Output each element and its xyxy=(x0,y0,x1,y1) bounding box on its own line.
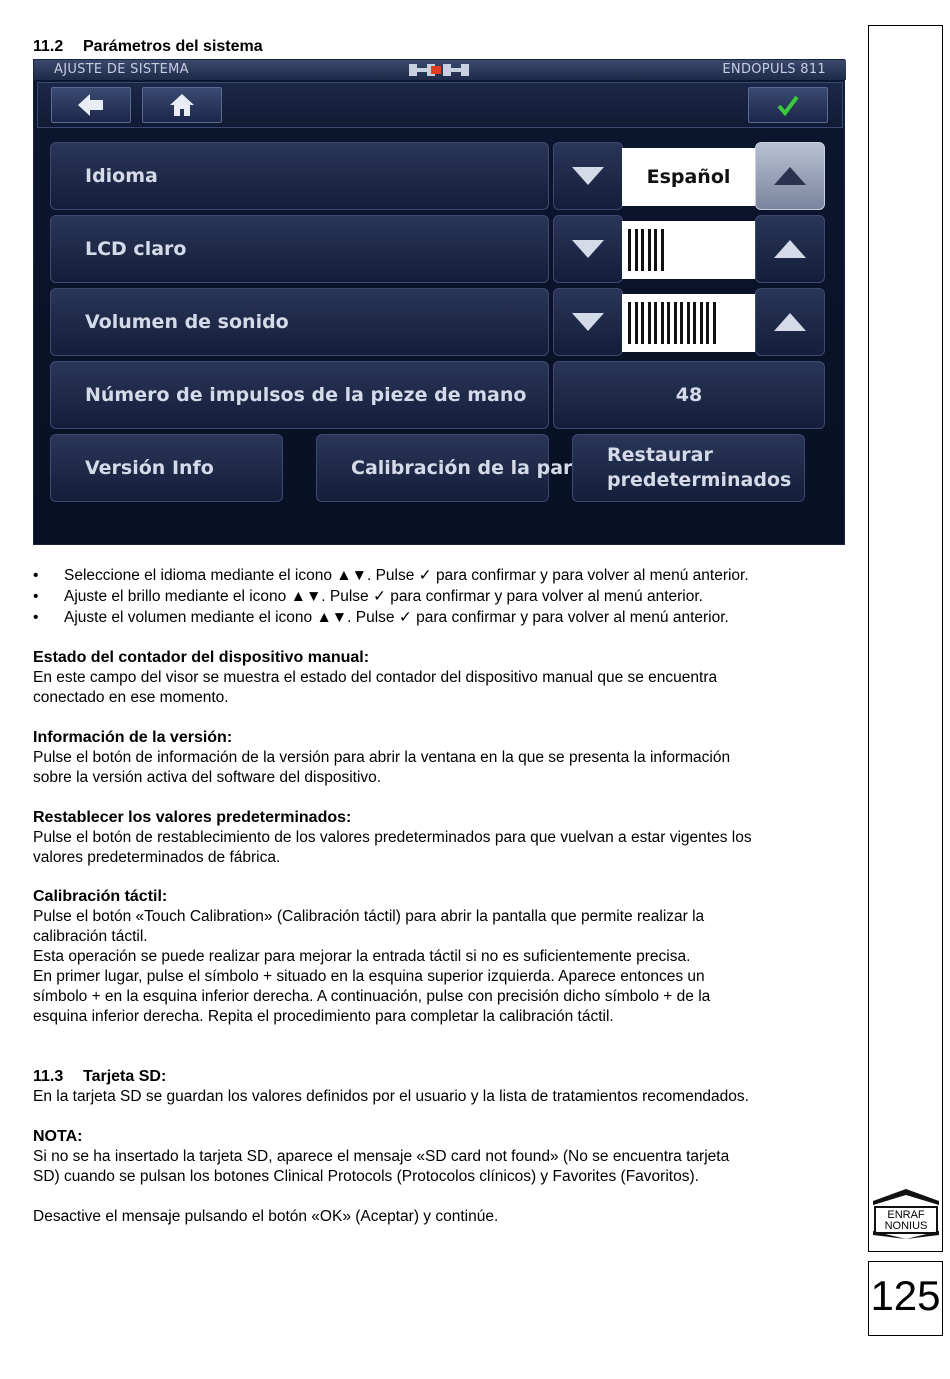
arrow-down-icon xyxy=(572,240,604,258)
level-bar-segment xyxy=(674,302,677,344)
volume-up-button[interactable] xyxy=(755,288,825,356)
level-bar-segment xyxy=(687,302,690,344)
level-bar-segment xyxy=(635,229,638,271)
confirm-button[interactable] xyxy=(748,87,828,123)
back-button[interactable] xyxy=(51,87,131,123)
arrow-down-icon xyxy=(572,313,604,331)
checkmark-icon xyxy=(776,94,800,116)
device-model: ENDOPULS 811 xyxy=(722,62,826,77)
enraf-nonius-logo xyxy=(871,1187,941,1239)
bullet-list xyxy=(33,565,853,628)
level-bar-segment xyxy=(680,302,683,344)
section-heading-11-2: 11.2 Parámetros del sistema xyxy=(33,38,263,55)
level-bar-segment xyxy=(661,229,664,271)
pulse-count-label: Número de impulsos de la pieze de mano xyxy=(50,361,549,429)
level-bar-segment xyxy=(654,229,657,271)
section-heading-11-3: 11.3 Tarjeta SD: xyxy=(33,1068,167,1085)
sd-card-section: 11.3 Tarjeta SD: En la tarjeta SD se guardan los valores definidos por el usuario y la lista de tratamientos recomendados. xyxy=(33,1067,848,1107)
language-up-button[interactable] xyxy=(755,142,825,210)
brightness-level-bar xyxy=(622,221,755,279)
level-bar-segment xyxy=(667,302,670,344)
screen-toolbar xyxy=(37,82,843,128)
level-bar-segment xyxy=(641,229,644,271)
home-icon xyxy=(170,94,194,116)
brightness-up-button[interactable] xyxy=(755,215,825,283)
level-bar-segment xyxy=(661,302,664,344)
svg-text:ENRAF: ENRAF xyxy=(887,1209,925,1221)
language-button[interactable]: Idioma xyxy=(50,142,549,210)
level-bar-segment xyxy=(648,229,651,271)
level-bar-segment xyxy=(635,302,638,344)
level-bar-segment xyxy=(654,302,657,344)
arrow-up-icon xyxy=(774,240,806,258)
level-bar-segment xyxy=(693,302,696,344)
volume-level-bar xyxy=(622,294,755,352)
level-bar-segment xyxy=(628,302,631,344)
arrow-left-icon xyxy=(78,94,104,116)
page-number-box xyxy=(868,1261,943,1336)
arrow-up-icon xyxy=(774,313,806,331)
screen-title: AJUSTE DE SISTEMA xyxy=(54,62,189,77)
level-bar-segment xyxy=(706,302,709,344)
volume-button[interactable]: Volumen de sonido xyxy=(50,288,549,356)
language-value: Español xyxy=(622,148,755,206)
level-bar-segment xyxy=(628,229,631,271)
level-bar-segment xyxy=(641,302,644,344)
volume-down-button[interactable] xyxy=(553,288,623,356)
note-section: NOTA: Si no se ha insertado la tarjeta SD, aparece el mensaje «SD card not found» (No se encuentra tarjeta SD) cuando se pulsan los botones Clinical Protocols (Protocolos clínicos) y Favorites (Favoritos). xyxy=(33,1128,730,1185)
level-bar-segment xyxy=(700,302,703,344)
counter-section: Estado del contador del dispositivo manual: En este campo del visor se muestra el estado del contador del dispositivo manual que se encuentra conectado en ese momento. xyxy=(33,649,718,706)
brightness-button[interactable]: LCD claro xyxy=(50,215,549,283)
level-bar-segment xyxy=(648,302,651,344)
screen-titlebar xyxy=(34,60,846,80)
version-section: Información de la versión: Pulse el botón de información de la versión para abrir la ventana en la que se presenta la información sobre la versión activa del software del dispositivo. xyxy=(33,729,731,786)
pulse-count-value: 48 xyxy=(553,361,825,429)
restore-section: Restablecer los valores predeterminados: Pulse el botón de restablecimiento de los valores predeterminados para que vuelvan a estar vigentes los valores predeterminados de fábrica. xyxy=(33,809,752,866)
arrow-up-icon xyxy=(774,167,806,185)
svg-text:NONIUS: NONIUS xyxy=(884,1220,928,1232)
list-item: • Seleccione el idioma mediante el icono ▲▼. Pulse ✓ para confirmar y para volver al menú anterior. xyxy=(33,567,749,584)
language-down-button[interactable] xyxy=(553,142,623,210)
level-bar-segment xyxy=(713,302,716,344)
restore-defaults-button[interactable]: Restaurar predeterminados xyxy=(572,434,805,502)
dismiss-section: Desactive el mensaje pulsando el botón «OK» (Aceptar) y continúe. xyxy=(33,1208,499,1225)
calibration-section: Calibración táctil: Pulse el botón «Touch Calibration» (Calibración táctil) para abrir la pantalla que permite realizar la calibración táctil. Esta operación se puede realizar para mejorar la entrada táctil si no es suficientemente precisa. En primer lugar, pulse el símbolo + situado en la esquina superior izquierda. Aparece entonces un símbolo + en la esquina inferior derecha. A continuación, pulse con precisión dicho símbolo + de la esquina inferior derecha. Repita el procedimiento para completar la calibración táctil. xyxy=(33,888,711,1025)
brightness-down-button[interactable] xyxy=(553,215,623,283)
device-logo-icon xyxy=(409,64,471,76)
page-number: 125 xyxy=(870,1272,941,1319)
list-item: • Ajuste el volumen mediante el icono ▲▼. Pulse ✓ para confirmar y para volver al menú anterior. xyxy=(33,609,729,626)
side-margin-frame xyxy=(868,25,943,1252)
device-screen xyxy=(33,59,845,545)
touch-calibration-button[interactable]: Calibración de la par xyxy=(316,434,549,502)
arrow-down-icon xyxy=(572,167,604,185)
version-info-button[interactable]: Versión Info xyxy=(50,434,283,502)
home-button[interactable] xyxy=(142,87,222,123)
list-item: • Ajuste el brillo mediante el icono ▲▼. Pulse ✓ para confirmar y para volver al menú anterior. xyxy=(33,588,703,605)
